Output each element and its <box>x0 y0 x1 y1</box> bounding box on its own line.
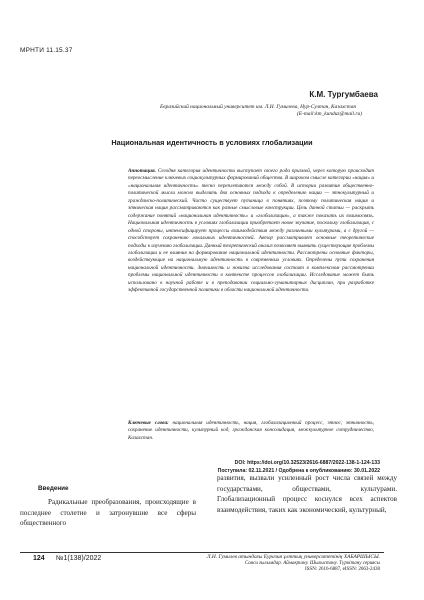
intro-right-text: развития, вызвали усиленный рост числа связей между государствами, обществами, культурами. Глобализационный процесс коснулся всех аспектов взаимодействия, таких как экономический, культурный, <box>217 474 397 514</box>
journal-info <box>207 554 380 574</box>
journal-series: Саяси ғылымдар. Аймақтану. Шығыстану. Түркітану сериясы <box>244 560 380 566</box>
article-title: Национальная идентичность в условиях глобализации <box>111 138 313 147</box>
doi-link[interactable]: DOI: https://doi.org/10.32523/2616-6887/2022-138-1-124-133 <box>234 460 380 466</box>
intro-right-column <box>217 473 397 515</box>
page-number: 124 <box>33 555 45 562</box>
keywords-label: Ключевые слова: <box>128 420 169 426</box>
abstract-label: Аннотация. <box>128 168 156 174</box>
author-name: К.М. Тургумбаева <box>309 90 378 99</box>
abstract-text: Сегодня категория идентичности выступает своего рода призмой, через которую происходит переосмысление ключевых социокультурных формирований общества. В широком смысле категории «нация» и «национальная идентичность» тесно переплетаются между собой. В истории развития общественно-политической мысли можно выделить два основных подхода к определению нации — этнокультурный и гражданско-политический. Часто существует путаница в понятиях, поэтому политическая нация и этническая нация рассматриваются как разные смысловые конструкции. Цель данной статьи — раскрыть содержание понятий «национальная идентичность» и «глобализация», а также показать их взаимосвязь. Национальная идентичность в условиях глобализации приобретает новое звучание, поскольку глобализация, с одной стороны, интенсифицирует процессы взаимодействия между различными культурами, а с другой — способствует сохранению локальных идентичностей. Автор рассматривает основные теоретические подходы к изучению глобализации. Данный теоретический анализ позволяет выявить существующие проблемы глобализации и ее влияния на формирование национальной идентичности. Рассмотрены основные факторы, воздействующие на национальную идентичность в современных условиях. Определены пути сохранения национальной идентичности. Значимость и новизна исследования состоит в комплексном рассмотрении проблемы национальной идентичности в контексте процессов глобализации. Исследование может быть использовано в научной работе и в преподавании социально-гуманитарных дисциплин, при разработке эффективной государственной политики в области национальной идентичности. <box>128 168 375 294</box>
publication-dates: Поступила: 02.11.2021 / Одобрена к опубликованию: 30.01.2022 <box>217 467 380 474</box>
keywords <box>128 420 374 442</box>
affiliation-text: Евразийский национальный университет им. Л.Н. Гумилева, Нур-Султан, Казахстан <box>160 104 357 110</box>
issue-number: №1(138)/2022 <box>56 555 102 562</box>
mrnti-code: МРНТИ 11.15.37 <box>20 47 73 54</box>
intro-heading: Введение <box>38 485 69 492</box>
journal-issn: ISSN: 2616-6887, eISSN: 2663-2438 <box>304 567 380 573</box>
author-email[interactable]: (E-mail:km_kunduz@mail.ru) <box>297 111 362 118</box>
intro-left-column <box>20 497 196 529</box>
abstract <box>128 168 374 295</box>
footer-divider <box>20 552 384 553</box>
keywords-text: национальная идентичность, нация, глобализационный процесс, этнос, этничность, сохранение идентичности, культурный код, гражданская консолидация, межкультурное сотрудничество, Казахстан. <box>128 420 374 441</box>
author-affiliation <box>160 104 400 119</box>
intro-left-text: Радикальные преобразования, происходящие в последнее столетие и затронувшие все сферы общественного <box>20 498 196 527</box>
journal-title: Л.Н. Гумилев атындағы Еуразия ұлттық университетінің ХАБАРШЫСЫ. <box>206 554 380 560</box>
